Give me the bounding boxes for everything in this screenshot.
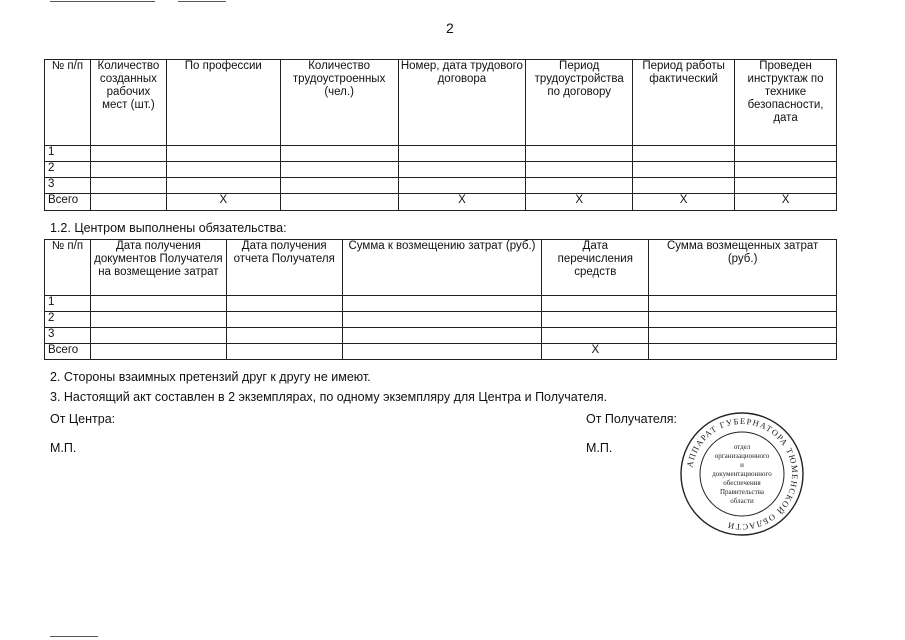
table-row: [45, 162, 837, 178]
table-cell: [342, 328, 542, 344]
table-cell: [166, 162, 280, 178]
table-cell: [342, 344, 542, 360]
scan-mark: [50, 636, 98, 637]
clause-2: 2. Стороны взаимных претензий друг к другу не имеют.: [50, 370, 371, 384]
column-header: Период трудоустройства по договору: [526, 60, 633, 146]
table-cell: [398, 178, 526, 194]
reimbursement-table: [44, 239, 837, 360]
column-header: Дата получения документов Получателя на возмещение затрат: [90, 240, 226, 296]
table-cell: Всего: [45, 194, 91, 211]
stamp-line: обеспечения: [723, 479, 761, 487]
table-cell: [90, 162, 166, 178]
table-cell: [735, 146, 837, 162]
from-recipient-label: От Получателя:: [586, 412, 677, 426]
table-cell: [526, 146, 633, 162]
table-cell: X: [398, 194, 526, 211]
table-cell: [90, 194, 166, 211]
table-cell: [280, 162, 398, 178]
table-header-row: [45, 240, 837, 296]
seal-placeholder-right: М.П.: [586, 441, 613, 455]
stamp-line: и: [740, 461, 744, 469]
column-header: Количество созданных рабочих мест (шт.): [90, 60, 166, 146]
table-row: [45, 296, 837, 312]
table-cell: 2: [45, 162, 91, 178]
table-cell: [280, 146, 398, 162]
table-row: [45, 178, 837, 194]
table-total-row: [45, 194, 837, 211]
table-cell: 3: [45, 328, 91, 344]
table-cell: [342, 312, 542, 328]
stamp-line: Правительства: [719, 488, 765, 496]
table-cell: X: [735, 194, 837, 211]
table-cell: [342, 296, 542, 312]
table-cell: 1: [45, 146, 91, 162]
column-header: Сумма к возмещению затрат (руб.): [342, 240, 542, 296]
section-heading: 1.2. Центром выполнены обязательства:: [50, 221, 287, 235]
table-cell: [633, 178, 735, 194]
stamp-line: документационного: [712, 470, 772, 478]
table-cell: [649, 312, 837, 328]
table-cell: [735, 178, 837, 194]
table-cell: [526, 162, 633, 178]
table-cell: [166, 146, 280, 162]
page-number: 2: [446, 20, 454, 36]
table-cell: [649, 328, 837, 344]
table-cell: [526, 178, 633, 194]
table-row: [45, 328, 837, 344]
table-cell: [166, 178, 280, 194]
stamp-line: организационного: [714, 452, 770, 460]
table-cell: [90, 312, 226, 328]
column-header: № п/п: [45, 240, 91, 296]
table-row: [45, 146, 837, 162]
table-row: [45, 312, 837, 328]
table-cell: [735, 162, 837, 178]
column-header: № п/п: [45, 60, 91, 146]
table-header-row: [45, 60, 837, 146]
stamp-ring-text: АППАРАТ ГУБЕРНАТОРА ТЮМЕНСКОЙ ОБЛАСТИ: [684, 415, 801, 533]
employment-table: [44, 59, 837, 211]
table-cell: [226, 312, 342, 328]
column-header: Проведен инструктаж по технике безопасности, дата: [735, 60, 837, 146]
table-cell: [398, 146, 526, 162]
table-cell: [226, 296, 342, 312]
table-cell: X: [166, 194, 280, 211]
column-header: Количество трудоустроенных (чел.): [280, 60, 398, 146]
table-cell: [542, 328, 649, 344]
clause-3: 3. Настоящий акт составлен в 2 экземплярах, по одному экземпляру для Центра и Получателя.: [50, 390, 608, 404]
table-cell: X: [633, 194, 735, 211]
column-header: Дата перечисления средств: [542, 240, 649, 296]
table-cell: 3: [45, 178, 91, 194]
table-cell: [542, 312, 649, 328]
table-cell: [226, 344, 342, 360]
scan-mark: [178, 1, 226, 2]
stamp-line: отдел: [733, 443, 751, 451]
table-cell: [90, 344, 226, 360]
official-stamp: [679, 411, 805, 537]
column-header: Сумма возмещенных затрат (руб.): [649, 240, 837, 296]
table-cell: [542, 296, 649, 312]
column-header: Период работы фактический: [633, 60, 735, 146]
table-cell: [649, 344, 837, 360]
table-cell: [398, 162, 526, 178]
column-header: Дата получения отчета Получателя: [226, 240, 342, 296]
table-cell: [90, 296, 226, 312]
stamp-center-text: [712, 443, 772, 505]
from-center-label: От Центра:: [50, 412, 116, 426]
table-cell: [649, 296, 837, 312]
table-cell: [90, 328, 226, 344]
column-header: По профессии: [166, 60, 280, 146]
table-cell: [280, 194, 398, 211]
stamp-line: области: [730, 497, 754, 505]
table-cell: [90, 178, 166, 194]
table-cell: [280, 178, 398, 194]
table-cell: 2: [45, 312, 91, 328]
column-header: Номер, дата трудового договора: [398, 60, 526, 146]
table-cell: [633, 162, 735, 178]
table-cell: 1: [45, 296, 91, 312]
table-cell: X: [542, 344, 649, 360]
table-total-row: [45, 344, 837, 360]
table-cell: [226, 328, 342, 344]
table-cell: X: [526, 194, 633, 211]
table-cell: [633, 146, 735, 162]
table-cell: Всего: [45, 344, 91, 360]
scan-mark: [50, 1, 155, 2]
table-cell: [90, 146, 166, 162]
seal-placeholder-left: М.П.: [50, 441, 77, 455]
